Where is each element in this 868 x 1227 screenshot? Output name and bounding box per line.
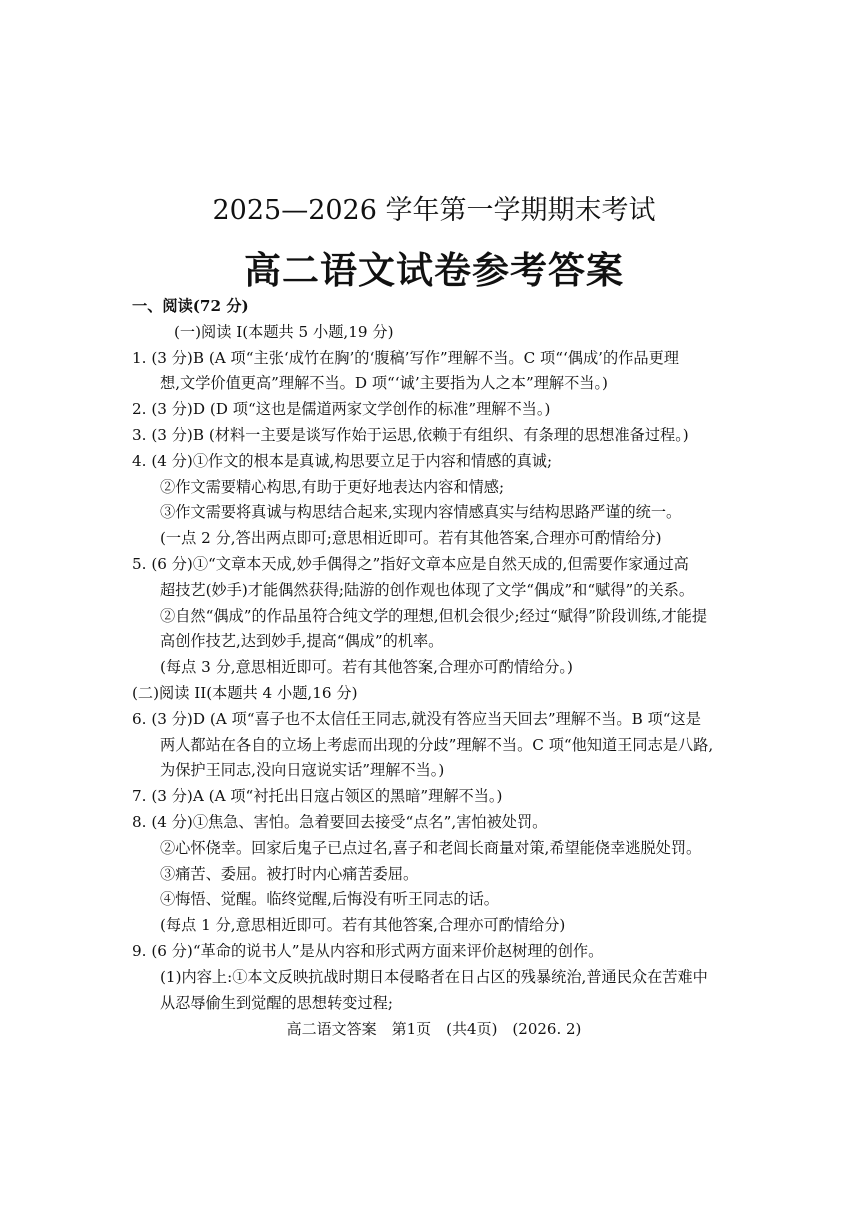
answer-content (132, 294, 732, 1016)
answer-line: 高创作技艺,达到妙手,提高“偶成”的机率。 (160, 632, 444, 651)
answer-line: (一点 2 分,答出两点即可;意思相近即可。若有其他答案,合理亦可酌情给分) (160, 529, 662, 548)
answer-line: 2. (3 分)D (D 项“这也是儒道两家文学创作的标准”理解不当。) (132, 400, 551, 419)
answer-line: (每点 1 分,意思相近即可。若有其他答案,合理亦可酌情给分) (160, 916, 566, 935)
answer-line: ②作文需要精心构思,有助于更好地表达内容和情感; (160, 477, 505, 496)
answer-line: (一)阅读 I(本题共 5 小题,19 分) (174, 322, 394, 341)
page-footer: 高二语文答案 第1页 (共4页) (2026. 2) (286, 1020, 582, 1038)
answer-line: 超技艺(妙手)才能偶然获得;陆游的创作观也体现了文学“偶成”和“赋得”的关系。 (160, 580, 695, 599)
answer-line: 7. (3 分)A (A 项“衬托出日寇占领区的黑暗”理解不当。) (132, 787, 503, 806)
answer-line: (每点 3 分,意思相近即可。若有其他答案,合理亦可酌情给分。) (160, 658, 573, 677)
answer-line: (1)内容上:①本文反映抗战时期日本侵略者在日占区的残暴统治,普通民众在苦难中 (160, 967, 708, 986)
section-heading: 一、阅读(72 分) (132, 297, 249, 315)
answer-line: 9. (6 分)“革命的说书人”是从内容和形式两方面来评价赵树理的创作。 (132, 941, 604, 960)
answer-key-title: 高二语文试卷参考答案 (244, 248, 624, 292)
answer-line: 想,文学价值更高”理解不当。D 项“‘诚’主要指为人之本”理解不当。) (160, 374, 608, 393)
answer-line: (二)阅读 II(本题共 4 小题,16 分) (132, 683, 358, 702)
answer-line: 6. (3 分)D (A 项“喜子也不太信任王同志,就没有答应当天回去”理解不当。B 项“这是 (132, 709, 701, 728)
answer-line: 两人都站在各自的立场上考虑而出现的分歧”理解不当。C 项“他知道王同志是八路, (160, 735, 714, 754)
answer-line: ③作文需要将真诚与构思结合起来,实现内容情感真实与结构思路严谨的统一。 (160, 503, 682, 522)
exam-title: 2025—2026 学年第一学期期末考试 (212, 195, 656, 226)
answer-line: 1. (3 分)B (A 项“主张‘成竹在胸’的‘腹稿’写作”理解不当。C 项“‘偶成’的作品更理 (132, 348, 679, 367)
answer-line: 3. (3 分)B (材料一主要是谈写作始于运思,依赖于有组织、有条理的思想准备过程。) (132, 425, 689, 444)
answer-line: 8. (4 分)①焦急、害怕。急着要回去接受“点名”,害怕被处罚。 (132, 812, 548, 831)
answer-line: ④悔悟、觉醒。临终觉醒,后悔没有听王同志的话。 (160, 890, 499, 909)
answer-line: ②心怀侥幸。回家后鬼子已点过名,喜子和老闾长商量对策,希望能侥幸逃脱处罚。 (160, 838, 702, 857)
answer-line: 4. (4 分)①作文的根本是真诚,构思要立足于内容和情感的真诚; (132, 451, 553, 470)
answer-line: ③痛苦、委屈。被打时内心痛苦委屈。 (160, 864, 419, 883)
answer-line: 5. (6 分)①“文章本天成,妙手偶得之”指好文章本应是自然天成的,但需要作家通过高 (132, 554, 689, 573)
answer-line: 从忍辱偷生到觉醒的思想转变过程; (160, 993, 393, 1012)
answer-line: ②自然“偶成”的作品虽符合纯文学的理想,但机会很少;经过“赋得”阶段训练,才能提 (160, 606, 708, 625)
answer-line: 为保护王同志,没向日寇说实话”理解不当。) (160, 761, 445, 780)
